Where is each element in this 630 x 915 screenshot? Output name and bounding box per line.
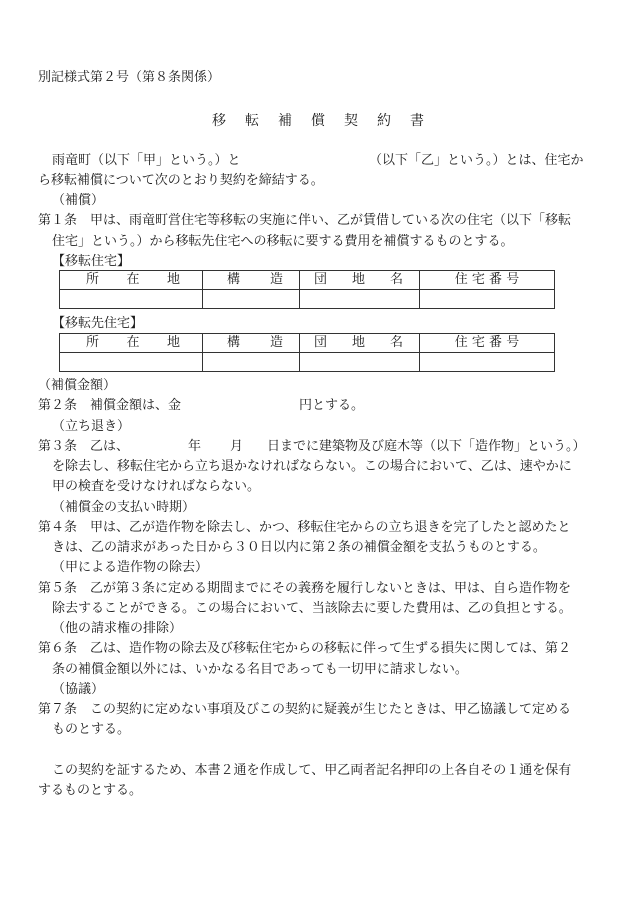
art4-line2: きは、乙の請求があった日から３０日以内に第２条の補償金額を支払うものとする。 (52, 540, 546, 555)
header-unit-number: 住 宅 番 号 (420, 334, 555, 353)
art2-line1a: 第２条 補償金額は、金 (38, 398, 182, 413)
header-location: 所 在 地 (60, 334, 203, 353)
art5-line1: 第５条 乙が第３条に定める期間までにその義務を履行しないときは、甲は、自ら造作物を (38, 581, 572, 596)
cell-structure[interactable] (203, 290, 300, 309)
table-row (60, 353, 555, 372)
header-complex-name: 団 地 名 (300, 334, 420, 353)
table-current-label: 【移転住宅】 (52, 254, 131, 269)
cell-complex-name[interactable] (300, 353, 420, 372)
art3-line1a: 第３条 乙は、 (38, 439, 130, 454)
intro-line1b: （以下「乙」という。）とは、住宅か (369, 153, 584, 168)
header-unit-number: 住 宅 番 号 (420, 271, 555, 290)
header-structure: 構 造 (203, 334, 300, 353)
title-char: 書 (410, 113, 424, 129)
closing-line2: するものとする。 (38, 783, 143, 798)
title-char: 移 (212, 113, 226, 129)
art7-line1: 第７条 この契約に定めない事項及びこの契約に疑義が生じたときは、甲乙協議して定める (38, 702, 572, 717)
table-dest-label: 【移転先住宅】 (52, 316, 144, 331)
cell-location[interactable] (60, 353, 203, 372)
title-char: 転 (245, 113, 259, 129)
header-structure: 構 造 (203, 271, 300, 290)
art4-line1: 第４条 甲は、乙が造作物を除去し、かつ、移転住宅からの立ち退きを完了したと認めたと (38, 520, 571, 535)
title-char: 償 (311, 113, 325, 129)
table-row (60, 290, 555, 309)
title-char: 補 (278, 113, 292, 129)
art6-heading: （他の請求権の排除） (52, 621, 183, 636)
art1-line1: 第１条 甲は、雨竜町営住宅等移転の実施に伴い、乙が賃借している次の住宅（以下「移転 (38, 213, 572, 228)
cell-complex-name[interactable] (300, 290, 420, 309)
header-complex-name: 団 地 名 (300, 271, 420, 290)
art6-line2: 条の補償金額以外には、いかなる名目であっても一切甲に請求しない。 (52, 662, 468, 677)
art1-heading: （補償） (52, 193, 105, 208)
title-char: 契 (344, 113, 358, 129)
art3-heading: （立ち退き） (52, 419, 131, 434)
art3-line1b: 日までに建築物及び庭木等（以下「造作物」という。） (267, 439, 586, 454)
cell-structure[interactable] (203, 353, 300, 372)
art4-heading: （補償金の支払い時期） (52, 500, 196, 515)
art1-line2: 住宅」という。）から移転先住宅への移転に要する費用を補償するものとする。 (52, 234, 514, 249)
intro-line2: ら移転補償について次のとおり契約を締結する。 (38, 173, 324, 188)
art3-line3: 甲の検査を受けなければならない。 (52, 479, 261, 494)
form-label: 別記様式第２号（第８条関係） (38, 70, 221, 85)
cell-unit-number[interactable] (420, 353, 555, 372)
header-location: 所 在 地 (60, 271, 203, 290)
art2-heading: （補償金額） (38, 378, 117, 393)
title-char: 約 (377, 113, 391, 129)
art5-heading: （甲による造作物の除去） (52, 560, 209, 575)
art3-line2: を除去し、移転住宅から立ち退かなければならない。この場合において、乙は、速やかに (52, 459, 572, 474)
art3-month: 月 (230, 439, 244, 454)
cell-unit-number[interactable] (420, 290, 555, 309)
cell-location[interactable] (60, 290, 203, 309)
closing-line1: この契約を証するため、本書２通を作成して、甲乙両者記名押印の上各自その１通を保有 (52, 763, 572, 778)
table-current (59, 270, 555, 309)
art7-heading: （協議） (52, 682, 105, 697)
table-dest (59, 333, 555, 372)
table-row (60, 271, 555, 290)
art6-line1: 第６条 乙は、造作物の除去及び移転住宅からの移転に伴って生ずる損失に関しては、第２ (38, 641, 572, 656)
art5-line2: 除去することができる。この場合において、当該除去に要した費用は、乙の負担とする。 (52, 601, 572, 616)
art3-year: 年 (188, 439, 202, 454)
art7-line2: ものとする。 (52, 722, 131, 737)
art2-line1b: 円とする。 (299, 398, 365, 413)
table-row (60, 334, 555, 353)
intro-line1a: 雨竜町（以下「甲」という。）と (52, 153, 241, 168)
